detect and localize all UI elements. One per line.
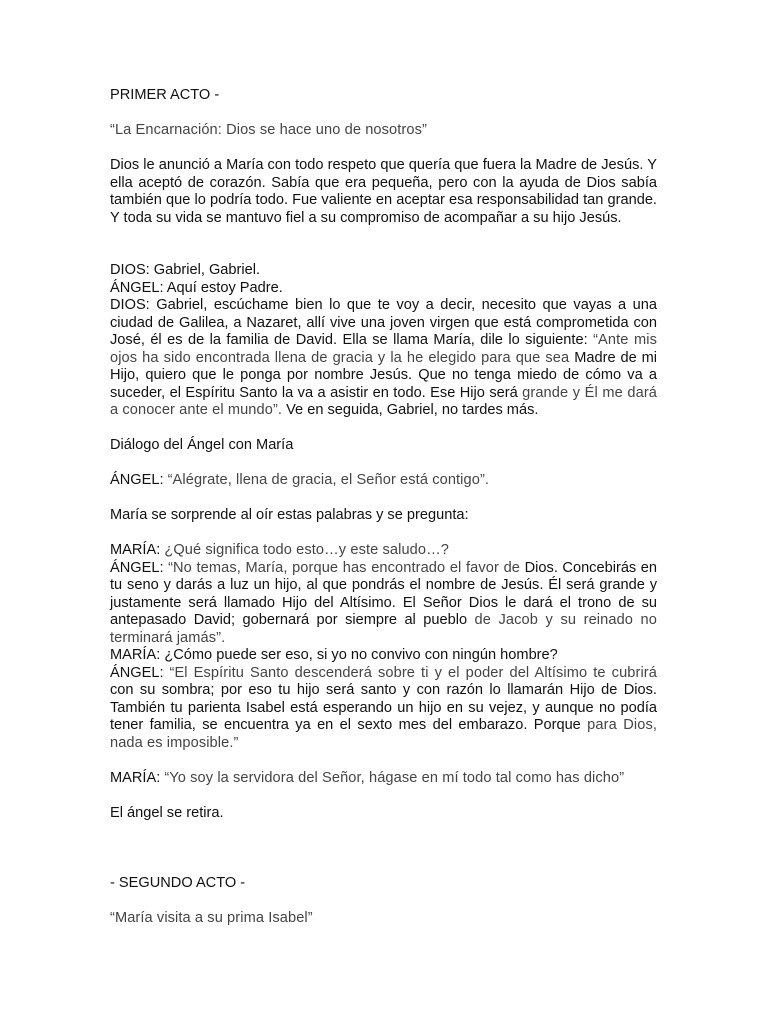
angel-answer-body: con su sombra; por eso tu hijo será santo y con razón lo llamarán Hijo de Dios. También tu parienta Isabel está esperando un hijo en su vejez, y aunque no podía tener familia, se encuentra ya en el sexto mes del embarazo. Porque [110, 682, 657, 733]
document-page [110, 87, 657, 927]
dialog-angel-answer [110, 665, 657, 753]
scene1-line-angel: ÁNGEL: Aquí estoy Padre. [110, 279, 283, 296]
spacer [110, 525, 657, 543]
dios-speech-end: Ve en seguida, Gabriel, no tardes más. [282, 402, 539, 418]
spacer [110, 105, 657, 123]
speaker-angel: ÁNGEL: [110, 472, 168, 488]
dios-speech-text: DIOS: Gabriel, escúchame bien lo que te voy a decir, necesito que vayas a una ciudad de Galilea, a Nazaret, allí vive una joven virgen que está comprometida con José, él es de la familia de David. Ella se llama María, dile lo siguiente: [110, 297, 657, 348]
speaker-maria: MARÍA: [110, 542, 165, 558]
dialog-angel-announcement [110, 560, 657, 648]
scene1-line-dios-speech [110, 297, 657, 420]
dios-quote-start: “Ante mis ojos ha sido encontrada llena de gracia y la he elegido para que sea [110, 332, 657, 366]
angel-announcement-body: Dios. Concebirás en tu seno y darás a luz un hijo, al que pondrás el nombre de Jesús. Él será grande y justamente será llamado Hijo del Altísimo. El Señor Dios le dará el trono de su antepasado David; gobernará por siempre al pueblo [110, 559, 657, 628]
spacer [110, 822, 657, 857]
angel-announcement-start: “No temas, María, porque has encontrado el favor de [168, 559, 525, 576]
speaker-maria: MARÍA: [110, 769, 165, 786]
speaker-angel: ÁNGEL: [110, 559, 169, 576]
dialog-title: Diálogo del Ángel con María [110, 437, 294, 453]
dialog-maria-doubt: MARÍA: ¿Cómo puede ser eso, si yo no convivo con ningún hombre? [110, 647, 558, 663]
angel-greeting-text: “Alégrate, llena de gracia, el Señor está contigo”. [167, 472, 490, 488]
angel-answer-start: “El Espíritu Santo descenderá sobre ti y el poder del Altísimo te cubrirá [169, 664, 657, 681]
act1-subtitle: “La Encarnación: Dios se hace uno de nosotros” [110, 122, 427, 138]
act2-heading: - SEGUNDO ACTO - [110, 874, 246, 891]
dialog-angel-greeting [110, 472, 657, 490]
maria-acceptance-text: “Yo soy la servidora del Señor, hágase en mí todo tal como has dicho” [164, 769, 625, 786]
angel-answer-end: para Dios, nada es imposible.” [110, 717, 657, 751]
dialog-narration: María se sorprende al oír estas palabras y se pregunta: [110, 507, 469, 523]
maria-question-text: ¿Qué significa todo esto…y este saludo…? [164, 542, 450, 558]
act2-subtitle: “María visita a su prima Isabel” [110, 909, 313, 926]
scene1-line-dios: DIOS: Gabriel, Gabriel. [110, 262, 261, 278]
spacer [110, 787, 657, 805]
dialog-maria-acceptance [110, 770, 657, 788]
spacer [110, 892, 657, 910]
spacer [110, 420, 657, 438]
speaker-angel: ÁNGEL: [110, 664, 170, 681]
spacer [110, 490, 657, 508]
spacer [110, 752, 657, 770]
act1-heading: PRIMER ACTO - [110, 87, 220, 103]
dios-quote-end: grande y Él me dará a conocer ante el mundo”. [110, 384, 657, 418]
angel-announcement-end: de Jacob y su reinado no terminará jamás”. [110, 612, 657, 646]
spacer [110, 227, 657, 262]
dialog-exit: El ángel se retira. [110, 804, 224, 821]
spacer [110, 455, 657, 473]
spacer [110, 857, 657, 875]
act1-intro: Dios le anunció a María con todo respeto que quería que fuera la Madre de Jesús. Y ella aceptó de corazón. Sabía que era pequeña, pero con la ayuda de Dios sabía también que lo podría todo. Fue valiente en aceptar esa responsabilidad tan grande. Y toda su vida se mantuvo fiel a su compromiso de acompañar a su hijo Jesús. [110, 157, 657, 226]
spacer [110, 140, 657, 158]
dialog-maria-question [110, 542, 657, 560]
dios-quote-middle: Madre de mi Hijo, quiero que le ponga por nombre Jesús. Que no tenga miedo de cómo va a suceder, el Espíritu Santo la va a asistir en todo. Ese Hijo será [110, 349, 658, 401]
